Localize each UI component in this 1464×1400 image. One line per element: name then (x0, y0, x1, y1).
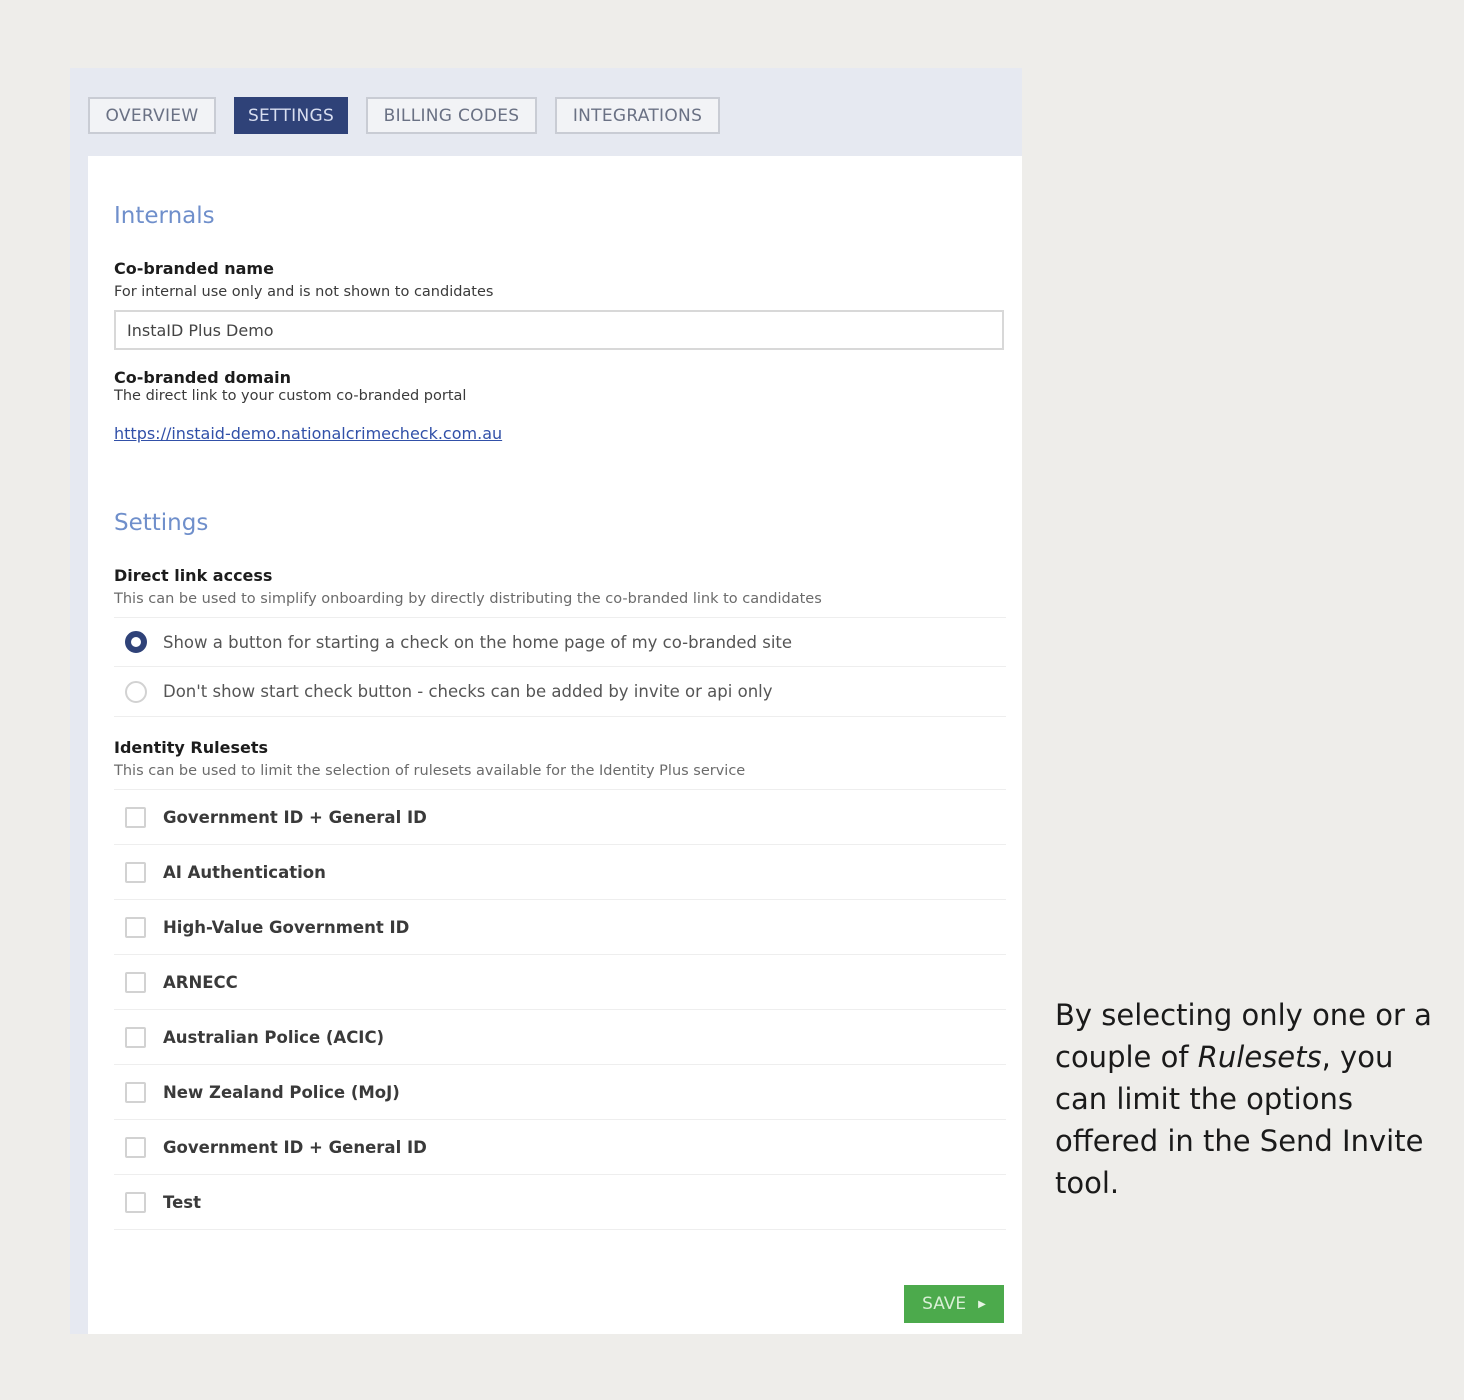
direct-link-help: This can be used to simplify onboarding by directly distributing the co-branded link to candidates (114, 591, 822, 607)
ruleset-item[interactable] (114, 1120, 1006, 1175)
ruleset-item[interactable] (114, 1175, 1006, 1230)
checkbox-icon[interactable] (125, 1192, 146, 1213)
save-button[interactable] (904, 1285, 1004, 1323)
radio-option-label: Don't show start check button - checks can be added by invite or api only (163, 682, 773, 701)
tab-integrations[interactable]: INTEGRATIONS (555, 97, 720, 134)
identity-rulesets-help: This can be used to limit the selection of rulesets available for the Identity Plus service (114, 763, 746, 779)
ruleset-label: Government ID + General ID (163, 807, 427, 827)
settings-window (70, 68, 1022, 1334)
settings-panel (88, 156, 1022, 1334)
ruleset-item[interactable] (114, 1065, 1006, 1120)
checkbox-icon[interactable] (125, 807, 146, 828)
cobranded-name-label: Co-branded name (114, 259, 274, 278)
ruleset-label: AI Authentication (163, 862, 326, 882)
tab-billing-codes[interactable]: BILLING CODES (366, 97, 537, 134)
cobranded-name-help: For internal use only and is not shown to candidates (114, 284, 494, 300)
checkbox-icon[interactable] (125, 1082, 146, 1103)
caption-text (1055, 994, 1445, 1204)
radio-unselected-icon[interactable] (125, 681, 147, 703)
play-arrow-icon: ▶ (978, 1298, 986, 1310)
ruleset-item[interactable] (114, 955, 1006, 1010)
cobranded-domain-label: Co-branded domain (114, 368, 292, 387)
caption-before: By selecting only one or a couple of (1055, 998, 1432, 1074)
cobranded-domain-help: The direct link to your custom co-branded portal (114, 388, 467, 404)
caption-after: , you can limit the options offered in the Send Invite tool. (1055, 1040, 1424, 1200)
checkbox-icon[interactable] (125, 862, 146, 883)
settings-heading: Settings (114, 510, 209, 536)
checkbox-icon[interactable] (125, 1137, 146, 1158)
ruleset-label: New Zealand Police (MoJ) (163, 1082, 400, 1102)
ruleset-item[interactable] (114, 900, 1006, 955)
save-button-label: SAVE (922, 1294, 967, 1314)
ruleset-item[interactable] (114, 789, 1006, 845)
radio-selected-icon[interactable] (125, 631, 147, 653)
ruleset-item[interactable] (114, 845, 1006, 900)
checkbox-icon[interactable] (125, 917, 146, 938)
ruleset-label: Australian Police (ACIC) (163, 1027, 385, 1047)
ruleset-label: High-Value Government ID (163, 917, 410, 937)
ruleset-label: ARNECC (163, 972, 238, 992)
radio-option-label: Show a button for starting a check on the home page of my co-branded site (163, 632, 793, 652)
direct-link-label: Direct link access (114, 566, 273, 585)
cobranded-name-input[interactable] (114, 310, 1004, 350)
tab-settings[interactable]: SETTINGS (234, 97, 348, 134)
radio-option-show-button[interactable] (114, 617, 1006, 667)
ruleset-item[interactable] (114, 1010, 1006, 1065)
radio-option-hide-button[interactable] (114, 667, 1006, 717)
cobranded-domain-link[interactable]: https://instaid-demo.nationalcrimecheck.com.au (114, 424, 503, 443)
ruleset-label: Government ID + General ID (163, 1137, 427, 1157)
checkbox-icon[interactable] (125, 972, 146, 993)
checkbox-icon[interactable] (125, 1027, 146, 1048)
caption-emphasis: Rulesets (1197, 1040, 1322, 1074)
tab-overview[interactable]: OVERVIEW (88, 97, 216, 134)
ruleset-label: Test (163, 1192, 201, 1212)
tab-bar (88, 97, 738, 134)
internals-heading: Internals (114, 203, 215, 229)
identity-rulesets-label: Identity Rulesets (114, 738, 269, 757)
